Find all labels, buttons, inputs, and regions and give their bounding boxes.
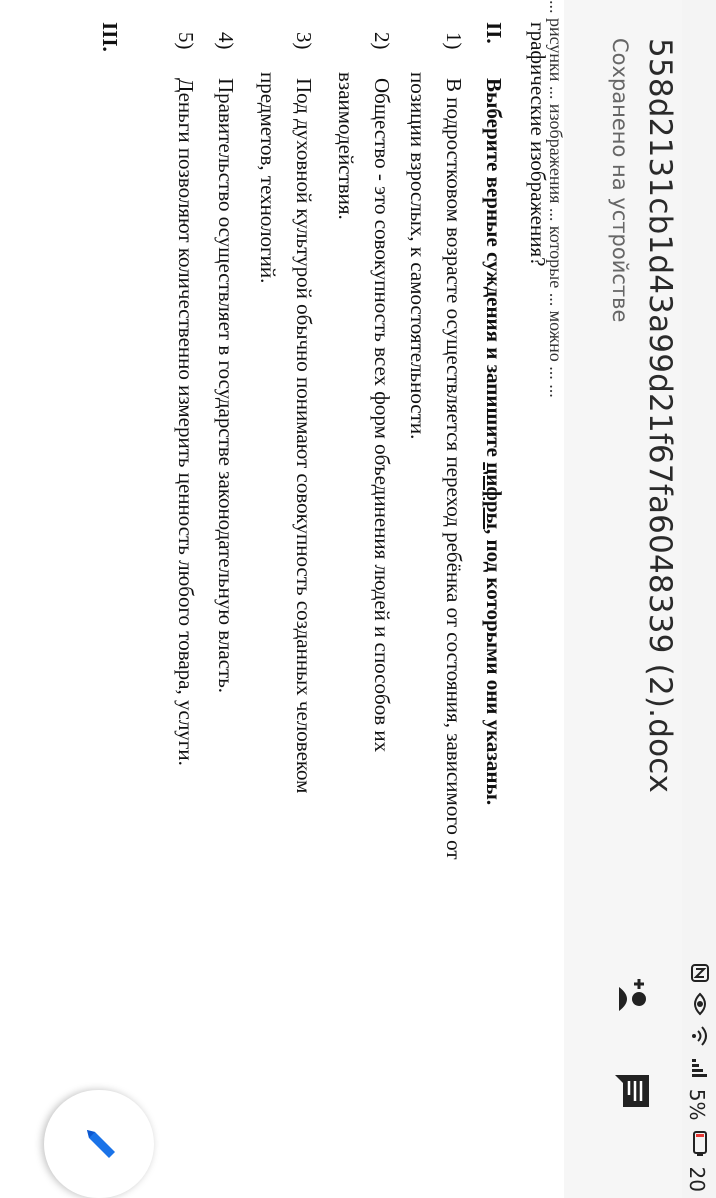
item-number: 3) bbox=[292, 32, 316, 50]
battery-percent: 5% bbox=[685, 1088, 710, 1121]
pencil-icon bbox=[75, 1122, 124, 1166]
comment-icon bbox=[609, 1071, 654, 1111]
item-line-2: взаимодействия. bbox=[334, 72, 358, 220]
item-number: 1) bbox=[442, 32, 466, 50]
section-ii-numeral: II. bbox=[482, 22, 506, 44]
status-icons bbox=[685, 963, 710, 1192]
add-person-icon bbox=[609, 975, 654, 1015]
status-bar bbox=[682, 0, 716, 1198]
section-iii-numeral: III. bbox=[98, 22, 122, 52]
cropped-text-line: ... рисунки ... изображения ... которые ... можно ... ... bbox=[546, 0, 566, 398]
intro-line: графические изображения? bbox=[526, 22, 550, 267]
item-line-1: В подростковом возрасте осуществляется переход ребёнка от состояния, зависимого от bbox=[442, 78, 466, 860]
item-line-1: Деньги позволяют количественно измерить ценность любого товара, услуги. bbox=[174, 78, 198, 766]
item-line-2: предметов, технологий. bbox=[256, 72, 280, 284]
section-ii-instruction bbox=[481, 78, 506, 805]
comments-button[interactable] bbox=[608, 1068, 654, 1114]
app-actions bbox=[608, 972, 654, 1114]
item-line-1: Под духовной культурой обычно понимают совокупность созданных человеком bbox=[292, 78, 316, 794]
file-name: 558d2131cb1d43a99d21f67fa6048339 (2).docx bbox=[642, 38, 678, 794]
signal-icon bbox=[686, 1057, 709, 1079]
eye-icon bbox=[687, 993, 708, 1015]
item-number: 5) bbox=[174, 32, 198, 50]
instruction-text-b: , под которыми они указаны. bbox=[482, 529, 506, 806]
wifi-icon bbox=[686, 1025, 709, 1047]
item-line-1: Общество - это совокупность всех форм объединения людей и способов их bbox=[370, 78, 394, 753]
battery-icon bbox=[687, 1131, 708, 1157]
instruction-underlined: цифры bbox=[482, 462, 506, 530]
item-line-2: позиции взрослых, к самостоятельности. bbox=[406, 72, 430, 440]
item-line-1: Правительство осуществляет в государстве законодательную власть. bbox=[214, 78, 238, 694]
app-bar bbox=[563, 0, 682, 1198]
nfc-icon bbox=[685, 963, 710, 983]
save-status: Сохранено на устройстве bbox=[608, 38, 632, 323]
clock: 20 bbox=[685, 1166, 710, 1192]
instruction-text-a: Выберите верные суждения и запишите bbox=[482, 78, 506, 463]
item-number: 4) bbox=[214, 32, 238, 50]
add-person-button[interactable] bbox=[608, 972, 654, 1018]
edit-button[interactable] bbox=[44, 1090, 154, 1198]
item-number: 2) bbox=[370, 32, 394, 50]
